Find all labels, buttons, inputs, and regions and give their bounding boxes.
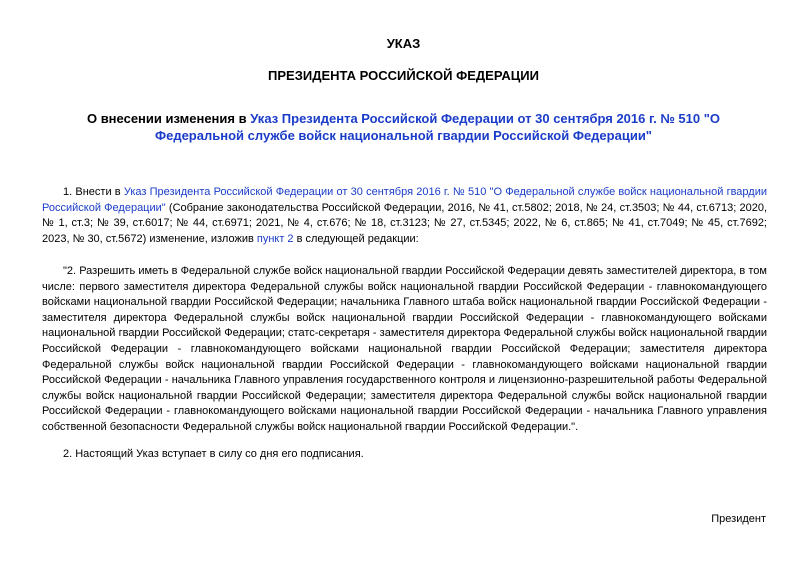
title-decree-link[interactable]: Указ Президента Российской Федерации от 30 сентября 2016 г. № 510 "О Федеральной службе войск национальной гвардии Российской Федерации" [155,111,721,143]
decree-link[interactable]: Указ Президента Российской Федерации от 30 сентября 2016 г. № 510 "О Федеральной службе войск национальной гвардии Российской Федерации" [42,186,767,214]
issuer-heading: ПРЕЗИДЕНТА РОССИЙСКОЙ ФЕДЕРАЦИИ [268,68,539,83]
paragraph-2-quoted-text [42,264,767,436]
paragraph-3 [42,447,767,463]
paragraph-1-suffix: в следующей редакции: [293,232,419,245]
clause-2-link[interactable]: пункт 2 [256,232,294,245]
paragraph-1 [42,185,767,247]
signature-line: Президент [711,513,766,525]
document-type-heading: УКАЗ [386,36,421,51]
document-title [60,110,747,144]
paragraph-3-text: 2. Настоящий Указ вступает в силу со дня его подписания. [63,448,364,460]
paragraph-1-prefix: 1. Внести в [63,186,124,198]
paragraph-2-text: "2. Разрешить иметь в Федеральной службе войск национальной гвардии Российской Федерации девять заместителей директора, в том числе: первого заместителя директора Федеральной службы войск национальной гвардии Российской Федерации - главнокомандующего войсками национальной гвардии Российской Федерации; начальника Главного штаба войск национальной гвардии Российской Федерации - заместителя директора Федеральной службы войск национальной гвардии Российской Федерации - главнокомандующего войсками национальной гвардии Российской Федерации; статс-секретаря - заместителя директора Федеральной службы войск национальной гвардии Российской Федерации - главнокомандующего войсками национальной гвардии Российской Федерации; заместителя директора Федеральной службы войск национальной гвардии Российской Федерации - главнокомандующего войсками национальной гвардии Российской Федерации - начальника Главного управления государственного контроля и лицензионно-разрешительной работы Федеральной службы войск национальной гвардии Российской Федерации; заместителя директора Федеральной службы войск национальной гвардии Российской Федерации - главнокомандующего войсками национальной гвардии Российской Федерации - начальника Главного управления собственной безопасности Федеральной службы войск национальной гвардии Российской Федерации.". [42,265,767,433]
title-prefix: О внесении изменения в [86,111,251,126]
paragraph-1-middle: (Собрание законодательства Российской Федерации, 2016, № 41, ст.5802; 2018, № 24, ст.3503; № 44, ст.6713; 2020, № 1, ст.3; № 39, ст.6017; № 44, ст.6971; 2021, № 4, ст.676; № 18, ст.3123; № 27, ст.5345; 2022, № 6, ст.865; № 41, ст.7049; № 45, ст.7692; 2023, № 30, ст.5672) изменение, изложив [42,201,767,245]
